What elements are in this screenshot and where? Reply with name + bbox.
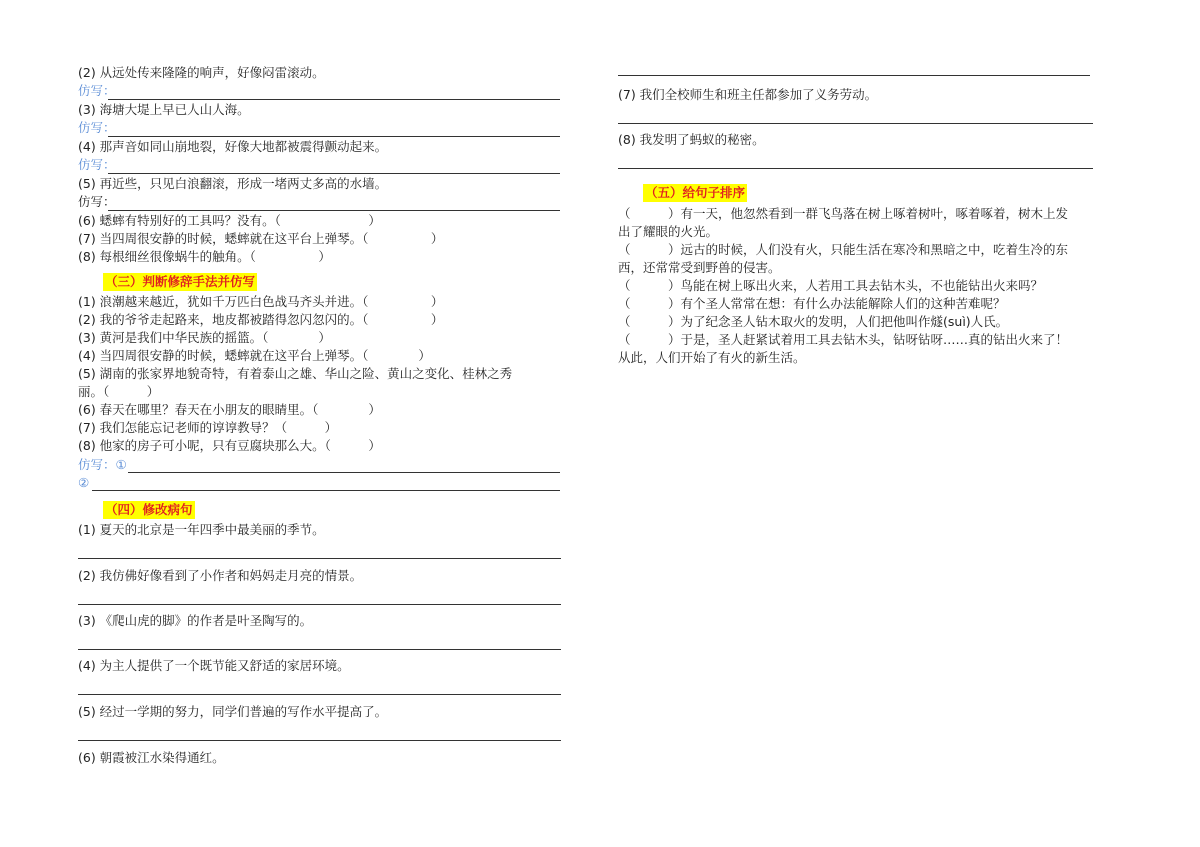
imitation-prompt: 仿写： [78, 194, 116, 209]
sentence-item: (6) 蟋蟀有特别好的工具吗？没有。（ ） [78, 213, 381, 228]
sentence-item: (1) 浪潮越来越近，犹如千万匹白色战马齐头并进。（ ） [78, 294, 444, 309]
answer-line[interactable] [108, 210, 560, 211]
answer-line[interactable] [108, 173, 560, 174]
ordering-line: 出了耀眼的火光。 [618, 224, 719, 239]
answer-line[interactable] [108, 136, 560, 137]
answer-line[interactable] [78, 649, 561, 650]
ordering-line: 西，还常常受到野兽的侵害。 [618, 260, 781, 275]
sentence-item: (2) 我的爷爷走起路来，地皮都被踏得忽闪忽闪的。（ ） [78, 312, 444, 327]
answer-line[interactable] [618, 75, 1090, 76]
sentence-item: (3) 海塘大堤上早已人山人海。 [78, 102, 250, 117]
answer-line[interactable] [92, 490, 560, 491]
section-heading-ordering: （五）给句子排序 [645, 185, 746, 200]
ordering-line: （ ）有一天，他忽然看到一群飞鸟落在树上啄着树叶，啄着啄着，树木上发 [618, 206, 1069, 221]
imitation-prompt: 仿写： [78, 83, 116, 98]
answer-line[interactable] [618, 168, 1093, 169]
answer-line[interactable] [78, 604, 561, 605]
sentence-item: (6) 春天在哪里？春天在小朋友的眼睛里。（ ） [78, 402, 381, 417]
sentence-item: (4) 那声音如同山崩地裂，好像大地都被震得颤动起来。 [78, 139, 388, 154]
sentence-item: (2) 我仿佛好像看到了小作者和妈妈走月亮的情景。 [78, 568, 363, 583]
sentence-item: (1) 夏天的北京是一年四季中最美丽的季节。 [78, 522, 325, 537]
sentence-item: (8) 我发明了蚂蚁的秘密。 [618, 132, 765, 147]
sentence-item: (6) 朝霞被江水染得通红。 [78, 750, 225, 765]
sentence-item: (8) 他家的房子可小呢，只有豆腐块那么大。（ ） [78, 438, 381, 453]
ordering-line: （ ）远古的时候，人们没有火，只能生活在寒冷和黑暗之中，吃着生冷的东 [618, 242, 1069, 257]
sentence-item: (3) 《爬山虎的脚》的作者是叶圣陶写的。 [78, 613, 313, 628]
sentence-item: (2) 从远处传来隆隆的响声，好像闷雷滚动。 [78, 65, 325, 80]
ordering-line: （ ）于是，圣人赶紧试着用工具去钻木头，钻呀钻呀……真的钻出火来了！ [618, 332, 1069, 347]
section-heading-rhetoric: （三）判断修辞手法并仿写 [105, 274, 256, 289]
answer-line[interactable] [78, 740, 561, 741]
sentence-item: 丽。（ ） [78, 384, 160, 399]
answer-line[interactable] [78, 558, 561, 559]
sentence-item: (7) 我们全校师生和班主任都参加了义务劳动。 [618, 87, 878, 102]
answer-line[interactable] [78, 694, 561, 695]
answer-line[interactable] [618, 123, 1093, 124]
ordering-line: （ ）为了纪念圣人钻木取火的发明，人们把他叫作燧(suì)人氏。 [618, 314, 1009, 329]
answer-line[interactable] [108, 99, 560, 100]
sentence-item: (5) 经过一学期的努力，同学们普遍的写作水平提高了。 [78, 704, 388, 719]
sentence-item: (7) 当四周很安静的时候，蟋蟀就在这平台上弹琴。（ ） [78, 231, 444, 246]
ordering-line: （ ）有个圣人常常在想：有什么办法能解除人们的这种苦难呢？ [618, 296, 1006, 311]
ordering-line: 从此，人们开始了有火的新生活。 [618, 350, 806, 365]
sentence-item: (5) 湖南的张家界地貌奇特，有着泰山之雄、华山之险、黄山之变化、桂林之秀 [78, 366, 513, 381]
sentence-item: (4) 为主人提供了一个既节能又舒适的家居环境。 [78, 658, 350, 673]
answer-line[interactable] [128, 472, 560, 473]
sentence-item: (4) 当四周很安静的时候，蟋蟀就在这平台上弹琴。（ ） [78, 348, 431, 363]
sentence-item: (3) 黄河是我们中华民族的摇篮。（ ） [78, 330, 331, 345]
imitation-prompt: ② [78, 475, 90, 490]
sentence-item: (7) 我们怎能忘记老师的谆谆教导？（ ） [78, 420, 338, 435]
section-heading-correction: （四）修改病句 [105, 502, 193, 517]
sentence-item: (8) 每根细丝很像蜗牛的触角。（ ） [78, 249, 331, 264]
ordering-line: （ ）鸟能在树上啄出火来，人若用工具去钻木头，不也能钻出火来吗？ [618, 278, 1044, 293]
imitation-prompt: 仿写： [78, 157, 116, 172]
sentence-item: (5) 再近些，只见白浪翻滚，形成一堵两丈多高的水墙。 [78, 176, 388, 191]
imitation-prompt: 仿写： [78, 120, 116, 135]
imitation-prompt: 仿写：① [78, 457, 127, 472]
